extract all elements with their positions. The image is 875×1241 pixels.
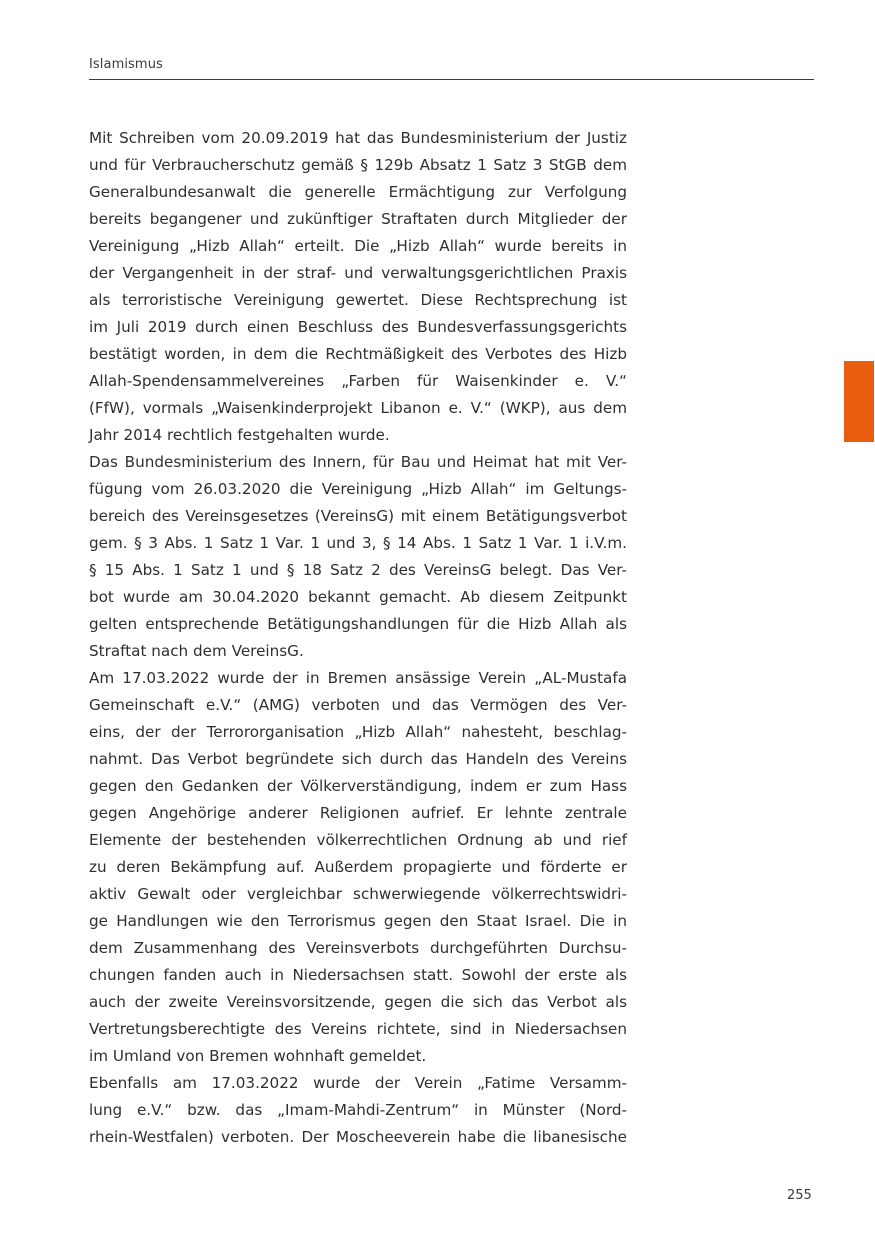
text-line: bereits begangener und zukünftiger Straftaten durch Mitglieder der <box>89 210 627 228</box>
text-line: im Umland von Bremen wohnhaft gemeldet. <box>89 1047 427 1065</box>
text-line: gegen den Gedanken der Völkerverständigung, indem er zum Hass <box>89 777 627 795</box>
text-line: bestätigt worden, in dem die Rechtmäßigkeit des Verbotes des Hizb <box>89 345 627 363</box>
text-line: Ebenfalls am 17.03.2022 wurde der Verein „Fatime Versamm- <box>89 1074 627 1092</box>
text-line: gem. § 3 Abs. 1 Satz 1 Var. 1 und 3, § 14 Abs. 1 Satz 1 Var. 1 i.V.m. <box>89 534 627 552</box>
text-line: aktiv Gewalt oder vergleichbar schwerwiegende völkerrechtswidri- <box>89 885 627 903</box>
text-line: Am 17.03.2022 wurde der in Bremen ansässige Verein „AL-Mustafa <box>89 669 627 687</box>
text-line: nahmt. Das Verbot begründete sich durch das Handeln des Vereins <box>89 750 627 768</box>
page-number: 255 <box>787 1188 812 1203</box>
text-line: im Juli 2019 durch einen Beschluss des Bundesverfassungsgerichts <box>89 318 627 336</box>
text-line: rhein-Westfalen) verboten. Der Moscheeverein habe die libanesische <box>89 1128 627 1146</box>
text-line: dem Zusammenhang des Vereinsverbots durchgeführten Durchsu- <box>89 939 627 957</box>
text-line: Allah-Spendensammelvereines „Farben für Waisenkinder e. V.“ <box>89 372 627 390</box>
header-rule <box>89 79 814 80</box>
text-line: bereich des Vereinsgesetzes (VereinsG) mit einem Betätigungsverbot <box>89 507 627 525</box>
text-line: ge Handlungen wie den Terrorismus gegen den Staat Israel. Die in <box>89 912 627 930</box>
text-line: lung e.V.“ bzw. das „Imam-Mahdi-Zentrum“ in Münster (Nord- <box>89 1101 627 1119</box>
running-header: Islamismus <box>89 57 163 72</box>
text-line: zu deren Bekämpfung auf. Außerdem propagierte und förderte er <box>89 858 627 876</box>
text-line: gelten entsprechende Betätigungshandlungen für die Hizb Allah als <box>89 615 627 633</box>
text-line: Gemeinschaft e.V.“ (AMG) verboten und das Vermögen des Ver- <box>89 696 627 714</box>
text-line: gegen Angehörige anderer Religionen aufrief. Er lehnte zentrale <box>89 804 627 822</box>
paragraph <box>89 665 627 1070</box>
text-line: § 15 Abs. 1 Satz 1 und § 18 Satz 2 des VereinsG belegt. Das Ver- <box>89 561 627 579</box>
body-text <box>89 125 627 1151</box>
text-line: Vertretungsberechtigte des Vereins richtete, sind in Niedersachsen <box>89 1020 627 1038</box>
text-line: auch der zweite Vereinsvorsitzende, gegen die sich das Verbot als <box>89 993 627 1011</box>
text-line: der Vergangenheit in der straf- und verwaltungsgerichtlichen Praxis <box>89 264 627 282</box>
text-line: Elemente der bestehenden völkerrechtlichen Ordnung ab und rief <box>89 831 627 849</box>
text-line: Generalbundesanwalt die generelle Ermächtigung zur Verfolgung <box>89 183 627 201</box>
text-line: fügung vom 26.03.2020 die Vereinigung „Hizb Allah“ im Geltungs- <box>89 480 627 498</box>
text-line: Jahr 2014 rechtlich festgehalten wurde. <box>89 426 390 444</box>
paragraph <box>89 1070 627 1151</box>
paragraph <box>89 125 627 449</box>
text-line: (FfW), vormals „Waisenkinderprojekt Libanon e. V.“ (WKP), aus dem <box>89 399 627 417</box>
chapter-tab-marker <box>844 361 874 442</box>
text-line: eins, der der Terrororganisation „Hizb Allah“ nahesteht, beschlag- <box>89 723 627 741</box>
text-line: Mit Schreiben vom 20.09.2019 hat das Bundesministerium der Justiz <box>89 129 627 147</box>
text-line: bot wurde am 30.04.2020 bekannt gemacht. Ab diesem Zeitpunkt <box>89 588 627 606</box>
text-line: und für Verbraucherschutz gemäß § 129b Absatz 1 Satz 3 StGB dem <box>89 156 627 174</box>
text-line: Vereinigung „Hizb Allah“ erteilt. Die „Hizb Allah“ wurde bereits in <box>89 237 627 255</box>
text-line: Das Bundesministerium des Innern, für Bau und Heimat hat mit Ver- <box>89 453 627 471</box>
text-line: chungen fanden auch in Niedersachsen statt. Sowohl der erste als <box>89 966 627 984</box>
text-line: als terroristische Vereinigung gewertet. Diese Rechtsprechung ist <box>89 291 627 309</box>
paragraph <box>89 449 627 665</box>
text-line: Straftat nach dem VereinsG. <box>89 642 304 660</box>
